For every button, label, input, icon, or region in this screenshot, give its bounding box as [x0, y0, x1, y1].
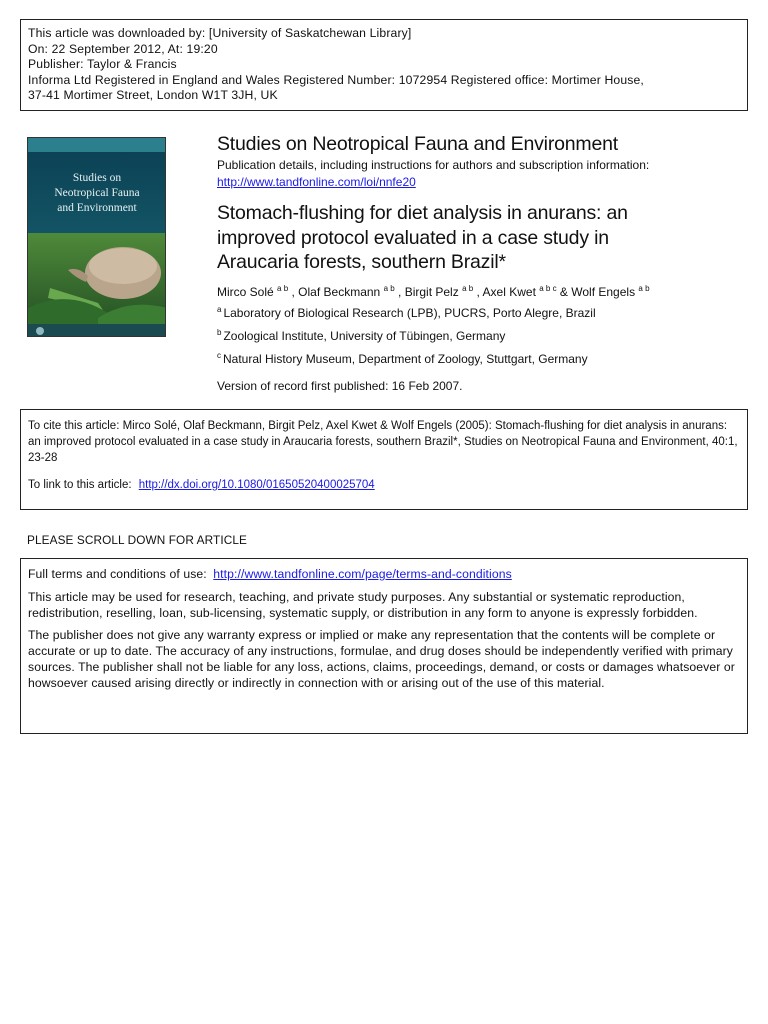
- download-line-4: Informa Ltd Registered in England and Wales Registered Number: 1072954 Registered office: Mortimer House,: [28, 72, 644, 87]
- article-title-line-2: improved protocol evaluated in a case study in: [217, 226, 609, 249]
- author-name: Olaf Beckmann: [298, 284, 381, 299]
- affiliation-text: Zoological Institute, University of Tübingen, Germany: [223, 328, 506, 343]
- author-sup: a b: [383, 283, 395, 293]
- article-title-line-3: Araucaria forests, southern Brazil*: [217, 251, 506, 273]
- affiliation-a: [217, 300, 747, 323]
- author-sup: a b: [462, 283, 474, 293]
- citation-box: [20, 409, 748, 510]
- terms-label-row: [28, 566, 740, 583]
- affiliation-sup: a: [217, 304, 222, 314]
- cover-title-2: Neotropical Fauna: [54, 187, 140, 199]
- affiliation-text: Natural History Museum, Department of Zoology, Stuttgart, Germany: [223, 352, 588, 367]
- terms-label: Full terms and conditions of use:: [28, 567, 207, 581]
- terms-box: [20, 558, 748, 734]
- cover-title-3: and Environment: [57, 202, 137, 214]
- publication-details: Publication details, including instructions for authors and subscription information:: [217, 158, 650, 172]
- terms-paragraph-2: The publisher does not give any warranty express or implied or make any representation that the contents will be complete or accurate or up to date. The accuracy of any instructions, formulae, and drug doses should be independently verified with primary sources. The publisher shall not be liable for any loss, actions, claims, proceedings, demand, or costs or damages whatsoever or howsoever caused arising directly or indirectly in connection with or arising out of the use of this material.: [28, 628, 735, 690]
- download-info-box: [20, 19, 748, 111]
- author-sup: a b: [638, 283, 650, 293]
- journal-url-link[interactable]: http://www.tandfonline.com/loi/nnfe20: [217, 175, 416, 189]
- scroll-down-note: PLEASE SCROLL DOWN FOR ARTICLE: [27, 533, 247, 547]
- download-line-3: Publisher: Taylor & Francis: [28, 57, 177, 72]
- version-of-record: Version of record first published: 16 Feb 2007.: [217, 379, 463, 394]
- author-separator: &: [556, 284, 572, 299]
- affiliation-c: [217, 346, 747, 369]
- author-sup: a b: [277, 283, 289, 293]
- armadillo-cover-image: [28, 138, 166, 337]
- author-separator: ,: [288, 284, 299, 299]
- terms-url-link[interactable]: http://www.tandfonline.com/page/terms-and-conditions: [213, 567, 512, 581]
- affiliation-text: Laboratory of Biological Research (LPB), PUCRS, Porto Alegre, Brazil: [223, 305, 596, 320]
- journal-title: Studies on Neotropical Fauna and Environment: [217, 133, 618, 155]
- affiliation-sup: c: [217, 351, 221, 361]
- terms-paragraph-1: This article may be used for research, teaching, and private study purposes. Any substantial or systematic reproduction, redistribution, reselling, loan, sub-licensing, systematic supply, or distribution in any form to anyone is expressly forbidden.: [28, 589, 698, 620]
- author-separator: ,: [394, 284, 405, 299]
- author-name: Birgit Pelz: [404, 284, 459, 299]
- author-name: Wolf Engels: [571, 284, 636, 299]
- cover-title-1: Studies on: [72, 172, 122, 184]
- author-sup: a b c: [539, 283, 557, 293]
- article-title-line-1: Stomach-flushing for diet analysis in anurans: an: [217, 202, 628, 224]
- download-line-5: 37-41 Mortimer Street, London W1T 3JH, UK: [28, 88, 278, 103]
- author-list: [217, 281, 747, 300]
- article-meta: [217, 131, 747, 394]
- article-link-row: [28, 477, 740, 493]
- affiliation-b: [217, 323, 747, 346]
- download-line-2: On: 22 September 2012, At: 19:20: [28, 41, 218, 56]
- author-name: Axel Kwet: [482, 284, 536, 299]
- article-link-label: To link to this article:: [28, 479, 132, 491]
- journal-cover: [27, 137, 166, 337]
- doi-link[interactable]: http://dx.doi.org/10.1080/01650520400025704: [138, 479, 375, 491]
- affiliation-sup: b: [217, 327, 222, 337]
- author-name: Mirco Solé: [217, 284, 274, 299]
- article-title: [217, 201, 747, 275]
- citation-text: To cite this article: Mirco Solé, Olaf Beckmann, Birgit Pelz, Axel Kwet & Wolf Engels (2005): Stomach-flushing for diet analysis in anurans: an improved protocol evaluated in a case study in Araucaria forests, southern Brazil*, Studies on Neotropical Fauna and Environment, 40:1, 23-28: [28, 420, 738, 464]
- download-line-1: This article was downloaded by: [University of Saskatchewan Library]: [28, 26, 412, 40]
- author-separator: ,: [473, 284, 483, 299]
